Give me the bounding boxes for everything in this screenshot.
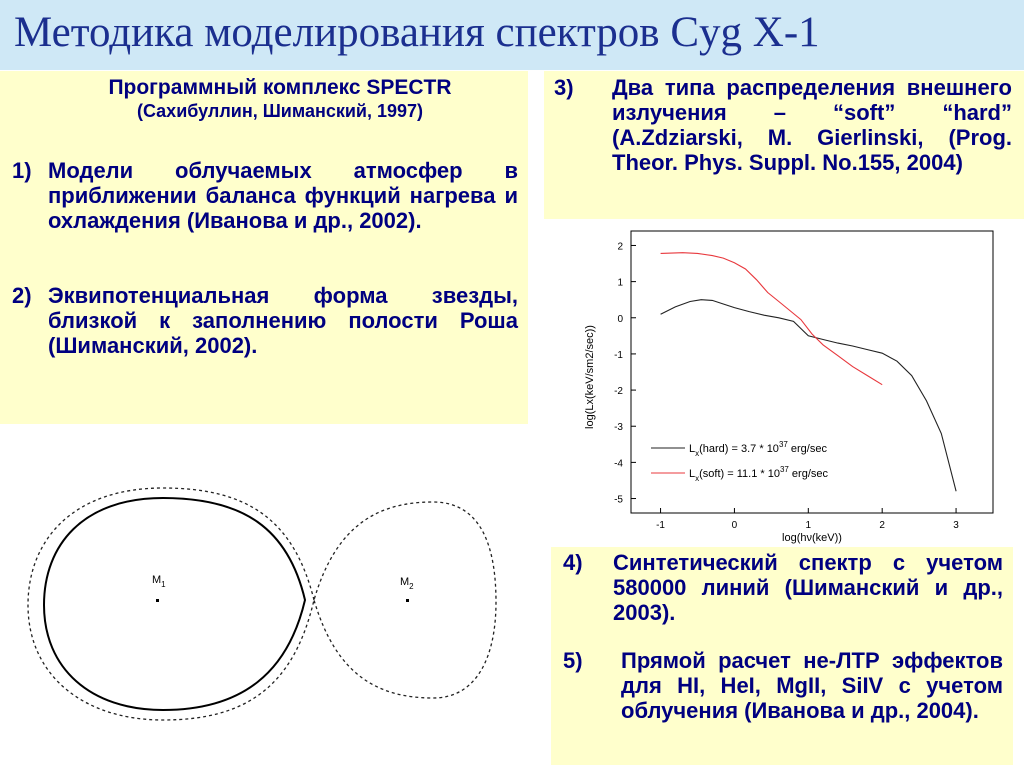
title-bar xyxy=(0,0,1024,70)
list-item-text: Прямой расчет не-ЛТР эффектов для HI, HeI, MgII, SiIV с учетом облучения (Иванова и др., 2004). xyxy=(621,648,1003,723)
right-top-text-box xyxy=(544,71,1024,219)
legend-soft-sub: x xyxy=(695,474,700,483)
list-item-text: Модели облучаемых атмосфер в приближении баланса функций нагрева и охлаждения (Иванова и др., 2002). xyxy=(48,158,518,233)
y-tick-label: 0 xyxy=(617,313,623,325)
m1-subscript: 1 xyxy=(161,580,166,589)
legend-hard-prefix: L xyxy=(689,443,696,455)
m1-letter: M xyxy=(152,574,162,586)
list-item-number: 2) xyxy=(12,283,32,308)
x-tick-label: 3 xyxy=(953,520,959,531)
legend-hard-mid: (hard) = 3.7 * 10 xyxy=(699,443,779,455)
list-item-5 xyxy=(563,648,1003,723)
legend-soft-suffix: erg/sec xyxy=(788,468,828,480)
list-item-1 xyxy=(12,158,518,233)
left-text-box xyxy=(0,71,528,424)
legend-hard-sup: 37 xyxy=(778,440,788,449)
roche-lobe-outline xyxy=(28,488,496,720)
list-item-4 xyxy=(563,550,1003,625)
list-item-text: Два типа распределения внешнего излучения – “soft” “hard” (A.Zdziarski, M. Gierlinski, (Prog. Theor. Phys. Suppl. No.155, 2004) xyxy=(612,75,1012,175)
m2-center-mark xyxy=(406,599,409,602)
legend-hard-suffix: erg/sec xyxy=(787,443,827,455)
list-item-number: 4) xyxy=(563,550,583,575)
y-tick-label: -5 xyxy=(614,494,623,506)
list-item-text: Синтетический спектр с учетом 580000 линий (Шиманский и др., 2003). xyxy=(613,550,1003,625)
star-surface xyxy=(44,498,305,710)
m2-subscript: 2 xyxy=(409,582,414,591)
x-axis-label: log(hν(keV)) xyxy=(782,532,842,544)
software-authors: (Сахибуллин, Шиманский, 1997) xyxy=(136,101,424,121)
spectrum-chart xyxy=(565,219,1005,549)
legend-soft-mid: (soft) = 11.1 * 10 xyxy=(699,468,780,480)
y-tick-label: 1 xyxy=(617,277,623,289)
legend-soft-sup: 37 xyxy=(779,465,789,474)
list-item-text: Эквипотенциальная форма звезды, близкой к заполнению полости Роша (Шиманский, 2002). xyxy=(48,283,518,358)
software-heading: Программный комплекс SPECTR xyxy=(108,76,452,99)
m1-center-mark xyxy=(156,599,159,602)
x-tick-label: -1 xyxy=(656,520,666,531)
list-item-2 xyxy=(12,283,518,358)
y-tick-label: -3 xyxy=(614,422,623,434)
y-tick-label: -4 xyxy=(614,458,623,470)
m2-letter: M xyxy=(400,576,410,588)
y-tick-label: -1 xyxy=(614,349,623,361)
m1-label xyxy=(152,574,166,589)
y-tick-label: -2 xyxy=(614,386,623,398)
y-tick-label: 2 xyxy=(617,241,623,253)
list-item-3 xyxy=(554,75,1012,175)
x-tick-label: 0 xyxy=(731,520,738,531)
roche-lobe-diagram xyxy=(18,480,518,730)
list-item-number: 5) xyxy=(563,648,583,673)
x-tick-label: 1 xyxy=(805,520,812,531)
m2-label xyxy=(400,576,414,591)
y-axis-label: log(Lx(keV/sm2/sec)) xyxy=(584,325,596,429)
legend-soft-prefix: L xyxy=(689,468,696,480)
x-tick-label: 2 xyxy=(879,520,885,531)
page-title: Методика моделирования спектров Cyg X-1 xyxy=(14,9,820,56)
legend-hard-sub: x xyxy=(695,449,700,458)
right-bottom-text-box xyxy=(551,547,1013,765)
list-item-number: 3) xyxy=(554,75,574,100)
list-item-number: 1) xyxy=(12,158,32,183)
